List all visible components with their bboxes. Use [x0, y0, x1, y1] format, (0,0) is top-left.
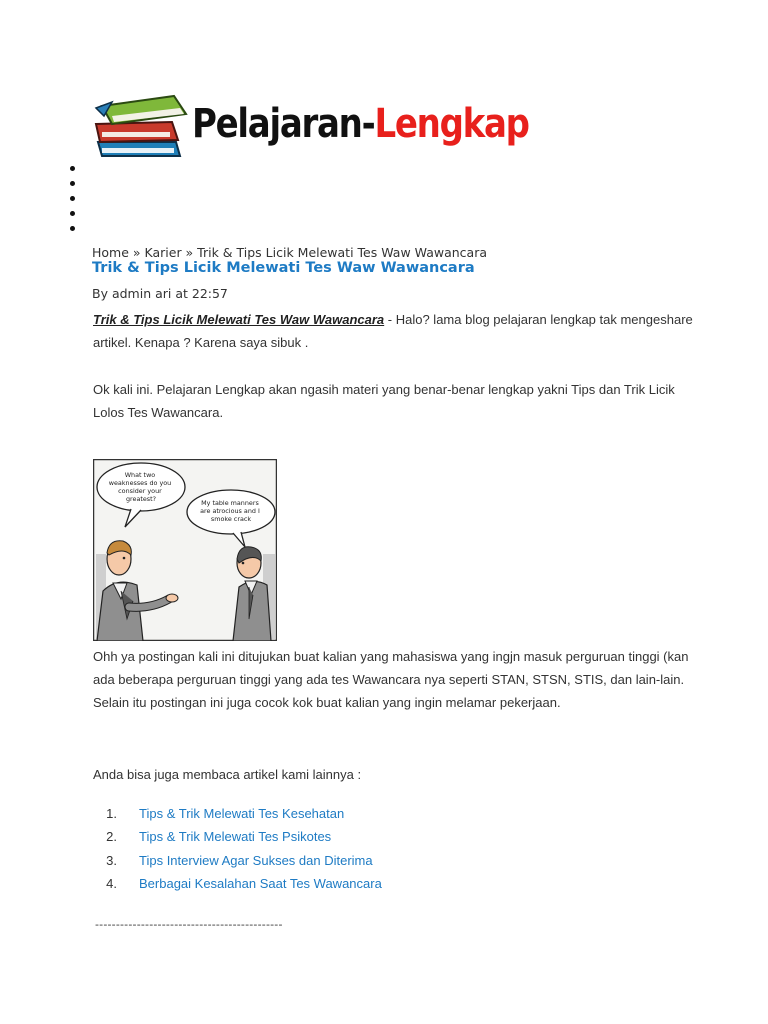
comic-bubble-1-line: consider your: [118, 487, 162, 495]
separator-line: ---------------------------------------------: [95, 918, 283, 931]
list-number: 2.: [106, 829, 117, 845]
related-link[interactable]: Berbagai Kesalahan Saat Tes Wawancara: [139, 876, 382, 892]
nav-item[interactable]: [70, 196, 75, 201]
list-number: 4.: [106, 876, 117, 892]
interview-comic-image: [93, 459, 277, 641]
related-link[interactable]: Tips & Trik Melewati Tes Kesehatan: [139, 806, 345, 821]
nav-item[interactable]: [70, 166, 75, 171]
list-number: 1.: [106, 806, 117, 821]
list-item: [93, 802, 382, 825]
intro-link[interactable]: Trik & Tips Licik Melewati Tes Waw Wawancara: [93, 312, 385, 327]
intro-text: - Halo? lama blog pelajaran lengkap tak mengeshare artikel. Kenapa ? Karena saya sibuk .: [93, 312, 693, 350]
comic-bubble-2-line: smoke crack: [210, 515, 252, 523]
comic-bubble-2-line: My table manners: [201, 499, 259, 507]
comic-bubble-1-line: greatest?: [125, 495, 157, 503]
nav-menu: [70, 166, 75, 241]
related-articles-list: [93, 802, 382, 896]
list-number: 3.: [106, 852, 117, 868]
post-title[interactable]: Trik & Tips Licik Melewati Tes Waw Wawancara: [92, 260, 475, 276]
paragraph-4: Anda bisa juga membaca artikel kami lainnya :: [93, 767, 362, 782]
list-item: [93, 825, 382, 848]
paragraph-2: Ok kali ini. Pelajaran Lengkap akan ngasih materi yang benar-benar lengkap yakni Tips dan Trik Licik Lolos Tes Wawancara.: [93, 382, 675, 420]
site-logo[interactable]: [92, 86, 532, 162]
logo-text-part1: Pelajaran-: [192, 101, 375, 147]
site-logo-text: [192, 101, 529, 147]
nav-item[interactable]: [70, 211, 75, 216]
list-item: [93, 872, 382, 895]
comic-bubble-1-line: What two: [124, 471, 156, 479]
nav-item[interactable]: [70, 181, 75, 186]
related-link[interactable]: Tips & Trik Melewati Tes Psikotes: [139, 829, 332, 845]
post-byline: By admin ari at 22:57: [92, 286, 228, 301]
logo-text-part2: Lengkap: [374, 101, 529, 147]
related-link[interactable]: Tips Interview Agar Sukses dan Diterima: [139, 852, 373, 868]
breadcrumb[interactable]: Home » Karier » Trik & Tips Licik Melewati Tes Waw Wawancara: [92, 245, 487, 260]
comic-bubble-1-line: weaknesses do you: [108, 479, 172, 487]
paragraph-3: Ohh ya postingan kali ini ditujukan buat kalian yang mahasiswa yang ingjn masuk perguruan tinggi (kan ada beberapa perguruan tinggi yang ada tes Wawancara nya seperti STAN, STSN, STIS, dan lain-lain. Selain itu postingan ini juga cocok kok buat kalian yang ingin melamar pekerjaan.: [93, 649, 689, 710]
intro-paragraph: [93, 308, 693, 354]
books-icon: [92, 86, 192, 162]
list-item: [93, 849, 382, 872]
comic-bubble-2-line: are atrocious and I: [200, 507, 260, 515]
nav-item[interactable]: [70, 226, 75, 231]
